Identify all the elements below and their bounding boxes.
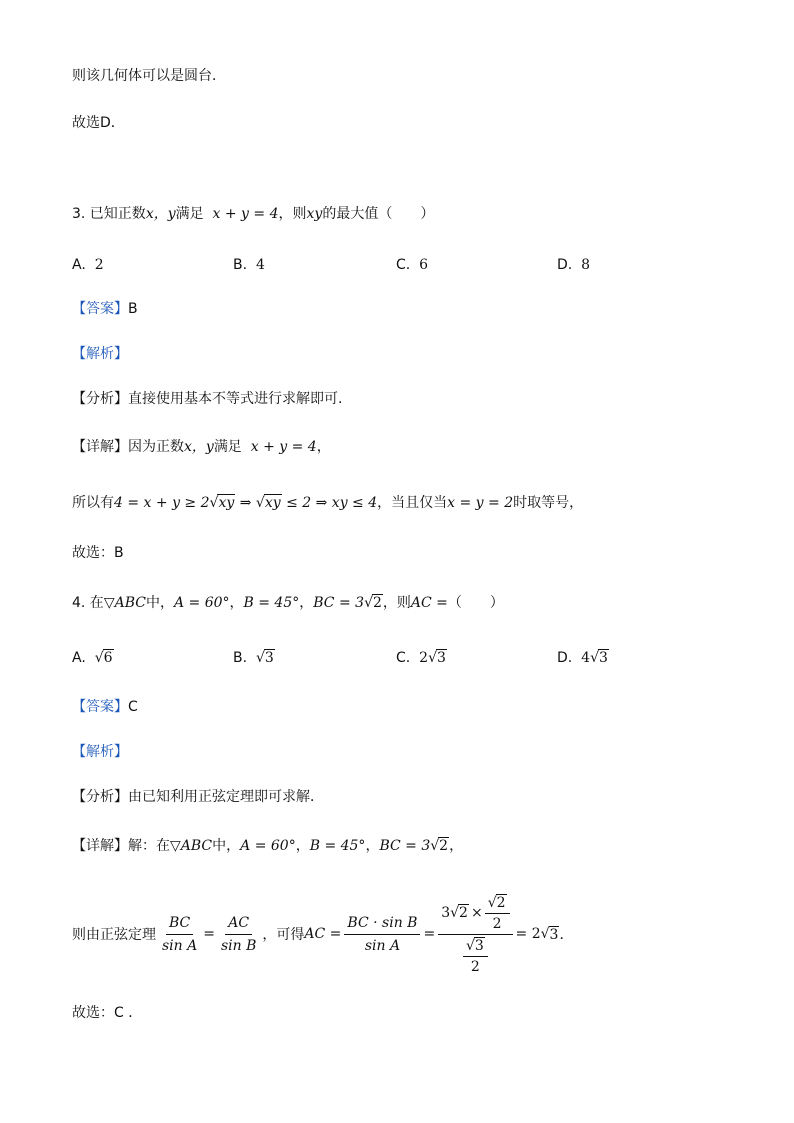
radicand: 2	[496, 894, 506, 911]
law-end: ．	[559, 927, 574, 943]
option-label: A.	[72, 257, 86, 273]
fraction-ac-over-sinb	[218, 914, 259, 955]
text-line-choice: 故选D．	[72, 115, 125, 131]
inner-fraction	[485, 894, 510, 932]
inner-denominator: 2	[492, 915, 502, 932]
option-label: C.	[396, 257, 411, 273]
q3-final: 故选：B	[72, 545, 124, 561]
side-ac: AC =	[410, 595, 448, 611]
fenxi-tag: 【分析】	[72, 391, 128, 407]
sqrt-icon: √	[255, 650, 265, 666]
q4-detail	[72, 836, 463, 856]
fenxi-text: 直接使用基本不等式进行求解即可.	[128, 391, 343, 407]
q4-final: 故选：C ．	[72, 1005, 143, 1021]
option-label: B.	[233, 257, 248, 273]
detail-vars: x，y	[184, 439, 214, 455]
radicand: 2	[439, 838, 449, 854]
answer-tag: 【答案】	[72, 699, 128, 715]
fenxi-text: 由已知利用正弦定理即可求解．	[128, 789, 324, 805]
detail-condition: x + y = 4	[250, 439, 317, 455]
option-value: 4	[255, 257, 265, 273]
triangle-symbol: ▽ABC	[170, 838, 213, 854]
sqrt-icon: √	[364, 595, 373, 611]
fraction-denominator: sin A	[162, 937, 198, 954]
q4-answer	[72, 697, 138, 717]
fraction-bc-over-sina	[159, 914, 200, 955]
sqrt-icon: √	[94, 650, 104, 666]
radicand: 3	[474, 937, 484, 954]
angle-b: B = 45°	[309, 838, 366, 854]
radicand: 2	[459, 905, 468, 921]
radicand: 6	[103, 650, 113, 666]
q3-detail	[72, 437, 331, 457]
radicand: 2	[372, 595, 382, 611]
angle-a: A = 60°	[240, 838, 296, 854]
derivation-suffix: 时取等号，	[513, 495, 584, 511]
analysis-tag: 【解析】	[72, 744, 128, 760]
inner-fraction	[463, 937, 488, 975]
q4-option-b	[233, 648, 275, 668]
q3-fenxi	[72, 389, 342, 409]
q3-xy: xy	[306, 206, 323, 222]
law-mid: ，可得	[262, 927, 305, 943]
option-label: C.	[396, 650, 411, 666]
radicand: 3	[549, 926, 559, 943]
derivation-expr: ≤ 2 ⇒ xy ≤ 4	[281, 495, 378, 511]
option-label: D.	[557, 257, 573, 273]
radicand: xy	[218, 495, 235, 511]
q3-answer	[72, 299, 138, 319]
detail-text: 中，	[212, 838, 241, 854]
q4-option-a	[72, 648, 114, 668]
q3-derivation	[72, 493, 583, 513]
option-value: 6	[419, 257, 429, 273]
sqrt-icon: √	[209, 495, 219, 511]
question-3-stem	[72, 204, 434, 224]
option-value: 2	[94, 257, 104, 273]
q4-stem-suffix: （ ）	[447, 595, 504, 611]
fraction-denominator	[460, 935, 491, 975]
fraction-denominator: sin A	[364, 937, 401, 954]
q3-stem-mid2: ，则	[278, 206, 307, 222]
q4-law-of-sines	[72, 888, 573, 980]
q3-option-b	[233, 255, 265, 275]
times-sign: ×	[470, 904, 483, 921]
detail-text: 解：在	[128, 838, 170, 854]
q4-fenxi	[72, 787, 324, 807]
sqrt-icon: √	[590, 650, 599, 666]
option-label: B.	[233, 650, 248, 666]
detail-text: ，	[449, 838, 464, 854]
derivation-prefix: 所以有	[72, 495, 114, 511]
option-coef: 2	[419, 650, 429, 666]
sqrt-icon: √	[540, 926, 550, 942]
answer-value: C	[128, 699, 138, 715]
fraction-numerator: BC	[166, 914, 193, 935]
side-bc: BC = 3	[313, 595, 365, 611]
separator: ，	[299, 595, 314, 611]
q4-stem-mid2: ，则	[382, 595, 411, 611]
separator: ，	[229, 595, 244, 611]
angle-b: B = 45°	[243, 595, 300, 611]
separator: ，	[295, 838, 310, 854]
fraction-numerator: BC · sin B	[344, 914, 420, 935]
sqrt-icon: √	[487, 894, 497, 911]
derivation-arrow: ⇒	[235, 495, 256, 511]
result: = 2	[515, 926, 541, 942]
q3-analysis-heading	[72, 344, 128, 364]
text-line-conclusion: 则该几何体可以是圆台．	[72, 68, 226, 84]
q3-option-a	[72, 255, 104, 275]
option-label: D.	[557, 650, 573, 666]
separator: ，	[365, 838, 380, 854]
derivation-expr: 4 = x + y ≥ 2	[114, 495, 210, 511]
q3-stem-prefix: 3. 已知正数	[72, 206, 146, 222]
q3-stem-mid: 满足	[175, 206, 204, 222]
equality-condition: x = y = 2	[447, 495, 514, 511]
answer-tag: 【答案】	[72, 301, 128, 317]
q3-condition: x + y = 4	[212, 206, 279, 222]
q4-stem-prefix: 4. 在	[72, 595, 104, 611]
option-value: 8	[581, 257, 591, 273]
inner-denominator: 2	[470, 958, 480, 975]
detail-tag: 【详解】	[72, 439, 128, 455]
q3-stem-suffix: 的最大值（ ）	[322, 206, 435, 222]
option-label: A.	[72, 650, 86, 666]
angle-a: A = 60°	[173, 595, 230, 611]
radicand: 3	[264, 650, 274, 666]
equals-sign: =	[203, 926, 215, 942]
detail-text: 因为正数	[128, 439, 184, 455]
side-ac: AC =	[304, 926, 342, 942]
q3-option-d	[557, 255, 590, 275]
sqrt-icon: √	[255, 495, 265, 511]
law-prefix: 则由正弦定理	[72, 927, 156, 943]
detail-text: 满足	[213, 439, 242, 455]
sqrt-icon: √	[430, 838, 440, 854]
q3-vars: x，y	[145, 206, 176, 222]
fraction-compound	[438, 894, 512, 975]
question-4-stem	[72, 593, 504, 613]
answer-value: B	[128, 301, 138, 317]
q4-option-d	[557, 648, 609, 668]
q4-stem-mid: 中，	[145, 595, 174, 611]
derivation-mid: ，当且仅当	[377, 495, 448, 511]
sqrt-icon: √	[465, 937, 475, 954]
side-bc: BC = 3	[379, 838, 431, 854]
q4-option-c	[396, 648, 447, 668]
q4-analysis-heading	[72, 742, 128, 762]
fraction-numerator: AC	[225, 914, 252, 935]
detail-text: ，	[316, 439, 331, 455]
radicand: 3	[598, 650, 608, 666]
inner-numerator	[485, 894, 510, 914]
coefficient: 3	[441, 904, 451, 921]
radicand: 3	[436, 650, 446, 666]
option-coef: 4	[581, 650, 591, 666]
detail-tag: 【详解】	[72, 838, 128, 854]
fraction-numerator	[438, 894, 512, 935]
fenxi-tag: 【分析】	[72, 789, 128, 805]
triangle-symbol: ▽ABC	[103, 595, 146, 611]
sqrt-icon: √	[428, 650, 437, 666]
radicand: xy	[264, 495, 281, 511]
fraction-denominator: sin B	[220, 937, 257, 954]
q3-option-c	[396, 255, 428, 275]
fraction-bcsinb-over-sina	[344, 914, 420, 955]
inner-numerator	[463, 937, 488, 957]
sqrt-icon: √	[450, 904, 460, 921]
analysis-tag: 【解析】	[72, 346, 128, 362]
equals-sign: =	[423, 926, 436, 942]
